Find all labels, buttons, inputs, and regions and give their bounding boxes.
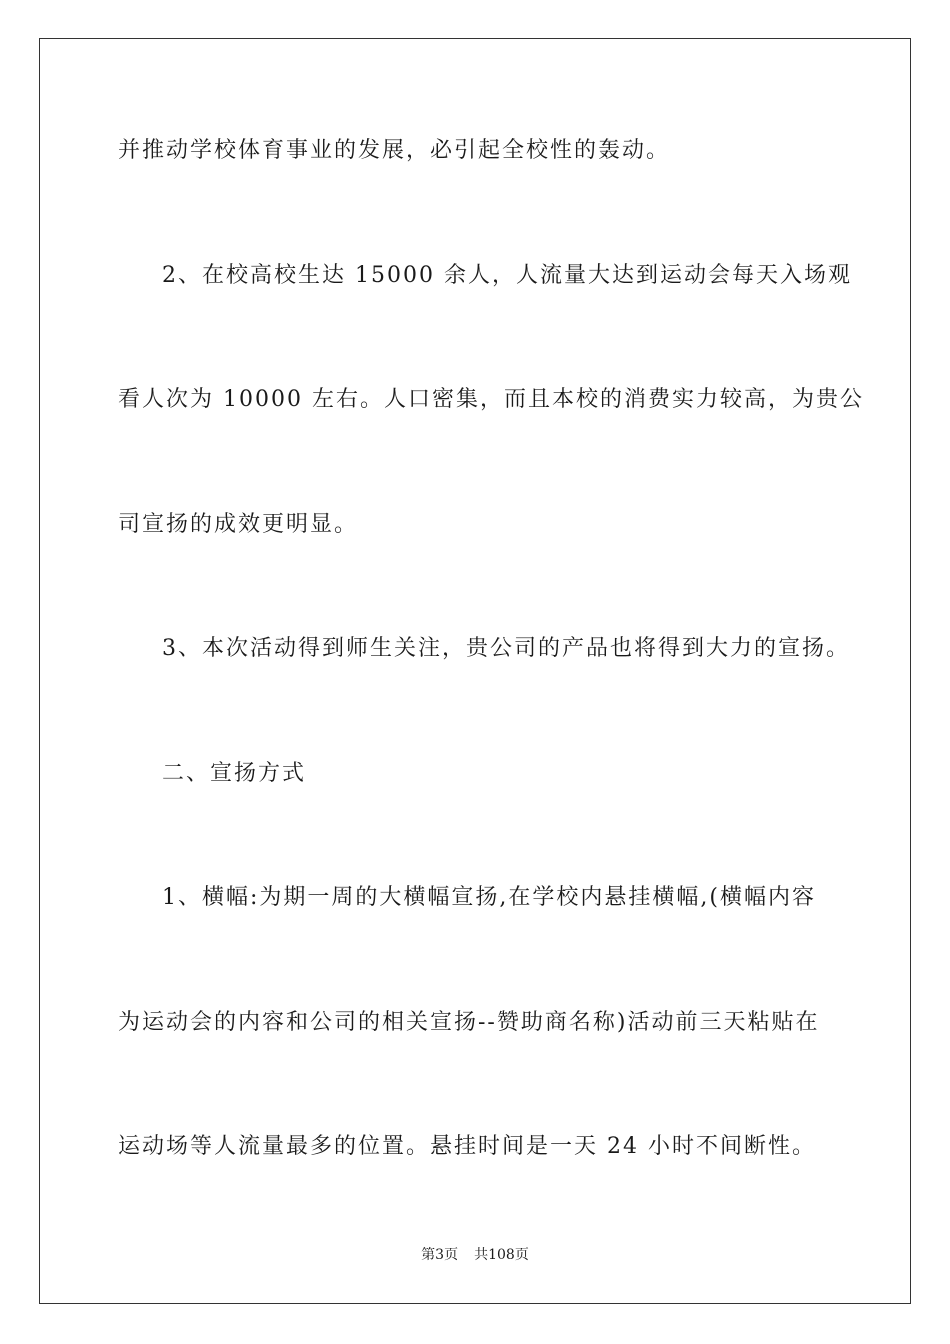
page-number: 第3页 xyxy=(421,1247,459,1263)
paragraph-line: 2、在校高校生达 15000 余人，人流量大达到运动会每天入场观 xyxy=(162,263,852,288)
paragraph-line: 看人次为 10000 左右。人口密集，而且本校的消费实力较高，为贵公 xyxy=(118,387,864,412)
paragraph-line: 司宣扬的成效更明显。 xyxy=(118,512,359,537)
paragraph-line: 1、横幅:为期一周的大横幅宣扬,在学校内悬挂横幅,(横幅内容 xyxy=(162,885,816,910)
section-heading: 二、宣扬方式 xyxy=(162,761,307,786)
page-total: 共108页 xyxy=(474,1247,529,1263)
paragraph-line: 3、本次活动得到师生关注，贵公司的产品也将得到大力的宣扬。 xyxy=(162,636,850,661)
paragraph-line: 为运动会的内容和公司的相关宣扬--赞助商名称)活动前三天粘贴在 xyxy=(118,1010,820,1035)
page-border xyxy=(39,38,911,1304)
page-footer xyxy=(0,1246,950,1264)
paragraph-line: 运动场等人流量最多的位置。悬挂时间是一天 24 小时不间断性。 xyxy=(118,1134,816,1159)
paragraph-line: 并推动学校体育事业的发展，必引起全校性的轰动。 xyxy=(118,138,671,163)
